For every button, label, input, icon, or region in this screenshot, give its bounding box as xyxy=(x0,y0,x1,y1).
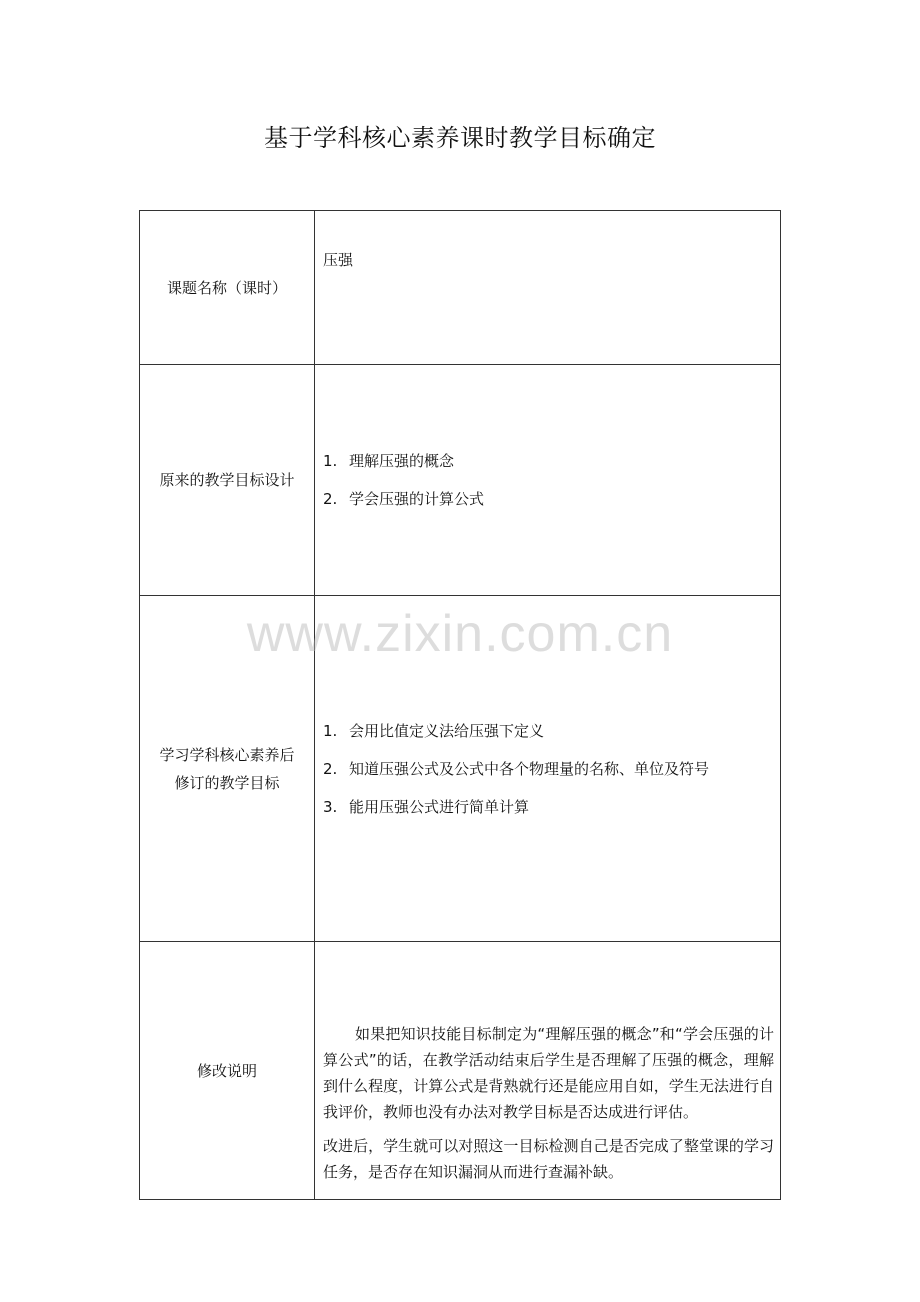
original-goals-cell xyxy=(315,365,781,596)
teaching-goal-table xyxy=(139,210,781,1200)
list-item-text: 会用比值定义法给压强下定义 xyxy=(349,721,545,740)
list-item-number: 2. xyxy=(323,759,338,778)
original-goals-list xyxy=(323,442,774,518)
revision-notes-paragraph-2: 改进后，学生就可以对照这一目标检测自己是否完成了整堂课的学习任务，是否存在知识漏洞从而进行查漏补缺。 xyxy=(323,1136,774,1181)
list-item-text: 学会压强的计算公式 xyxy=(349,490,485,508)
revised-goals-cell xyxy=(315,596,781,942)
list-item-number: 3. xyxy=(323,797,338,816)
revision-notes-text xyxy=(323,951,774,1191)
topic-value-cell xyxy=(315,211,781,365)
list-item xyxy=(323,712,774,750)
watermark: www.zixin.com.cn xyxy=(246,605,674,663)
list-item xyxy=(323,480,774,518)
revised-goals-label-line-2: 修订的教学目标 xyxy=(174,773,280,792)
list-item-number: 1. xyxy=(323,452,338,470)
list-item xyxy=(323,750,774,788)
list-item-text: 知道压强公式及公式中各个物理量的名称、单位及符号 xyxy=(349,759,710,778)
topic-label: 课题名称（课时） xyxy=(166,278,287,297)
list-item-text: 能用压强公式进行简单计算 xyxy=(349,797,530,816)
table-row-revision-notes xyxy=(140,942,781,1200)
page-title: 基于学科核心素养课时教学目标确定 xyxy=(264,124,656,152)
topic-label-cell xyxy=(140,211,315,365)
list-item-number: 1. xyxy=(323,721,338,740)
revision-notes-cell xyxy=(315,942,781,1200)
revised-goals-label-cell xyxy=(140,596,315,942)
list-item xyxy=(323,442,774,480)
table-row-revised-goals xyxy=(140,596,781,942)
revised-goals-label-line-1: 学习学科核心素养后 xyxy=(159,745,295,764)
revision-notes-paragraph-1: 如果把知识技能目标制定为“理解压强的概念”和“学会压强的计算公式”的话，在教学活动结束后学生是否理解了压强的概念，理解到什么程度，计算公式是背熟就行还是能应用自如，学生无法进行自我评价，教师也没有办法对教学目标是否达成进行评估。 xyxy=(323,1024,774,1121)
list-item xyxy=(323,788,774,826)
revision-notes-label-cell xyxy=(140,942,315,1200)
table-row-original-goals xyxy=(140,365,781,596)
list-item-text: 理解压强的概念 xyxy=(349,452,455,470)
revision-notes-label: 修改说明 xyxy=(196,1061,257,1080)
original-goals-label: 原来的教学目标设计 xyxy=(159,471,295,489)
original-goals-label-cell xyxy=(140,365,315,596)
list-item-number: 2. xyxy=(323,490,338,508)
topic-value: 压强 xyxy=(323,251,354,269)
revised-goals-list xyxy=(323,712,774,826)
table-row-topic xyxy=(140,211,781,365)
